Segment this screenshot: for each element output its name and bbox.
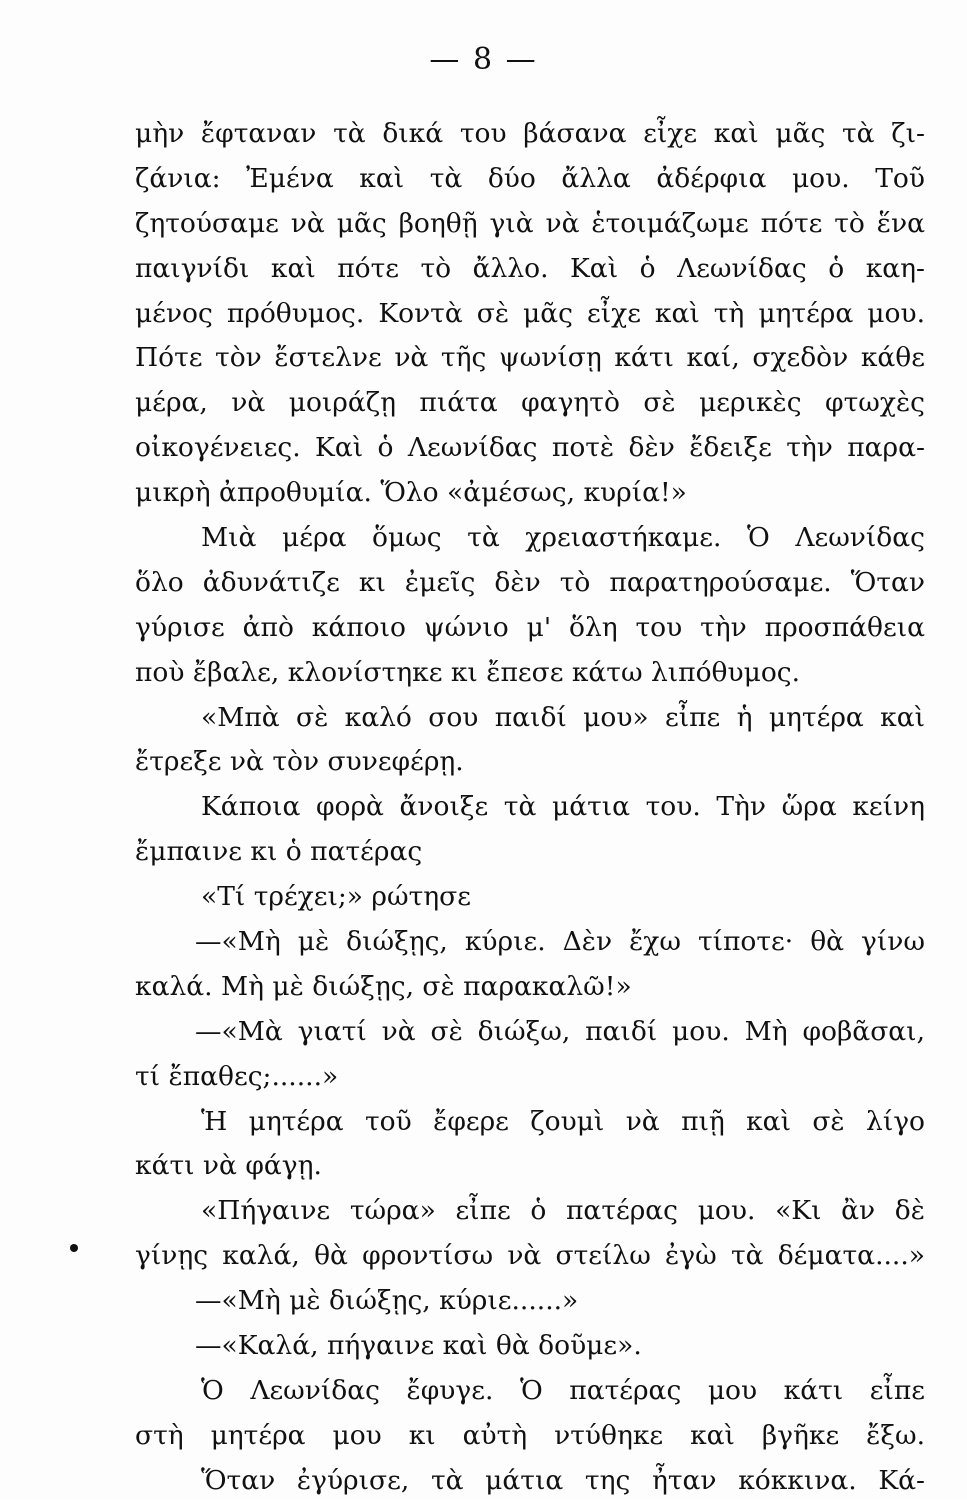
text-line: —«Καλά, πήγαινε καὶ θὰ δοῦμε». <box>195 1330 642 1362</box>
text-line: καλά. Μὴ μὲ διώξῃς, σὲ παρακαλῶ!» <box>135 970 632 1002</box>
margin-mark-dot <box>70 1244 78 1252</box>
page-number: — 8 — <box>429 42 538 77</box>
text-line: Ὁ Λεωνίδας ἔφυγε. Ὁ πατέρας μου κάτι εἶπε <box>201 1374 925 1406</box>
text-line: Πότε τὸν ἔστελνε νὰ τῆς ψωνίσῃ κάτι καί, σχεδὸν κάθε <box>135 342 925 374</box>
text-line: «Πήγαινε τώρα» εἶπε ὁ πατέρας μου. «Κι ἂν δὲ <box>201 1195 925 1227</box>
text-line: «Τί τρέχει;» ρώτησε <box>201 881 471 913</box>
text-line: οἰκογένειες. Καὶ ὁ Λεωνίδας ποτὲ δὲν ἔδειξε τὴν παρα- <box>135 432 925 464</box>
text-line: τί ἔπαθες;......» <box>135 1060 339 1092</box>
text-line: Ὅταν ἐγύρισε, τὰ μάτια της ἦταν κόκκινα. Κά- <box>201 1464 925 1496</box>
text-line: Ἡ μητέρα τοῦ ἔφερε ζουμὶ νὰ πιῇ καὶ σὲ λίγο <box>201 1105 925 1137</box>
text-line: ζητούσαμε νὰ μᾶς βοηθῇ γιὰ νὰ ἑτοιμάζωμε πότε τὸ ἕνα <box>135 207 925 239</box>
text-line: —«Μὴ μὲ διώξῃς, κύριε......» <box>195 1285 579 1317</box>
text-line: παιγνίδι καὶ πότε τὸ ἄλλο. Καὶ ὁ Λεωνίδας ὁ καη- <box>135 252 925 284</box>
text-line: «Μπὰ σὲ καλό σου παιδί μου» εἶπε ἡ μητέρα καὶ <box>201 701 925 733</box>
text-line: ζάνια: Ἐμένα καὶ τὰ δύο ἄλλα ἀδέρφια μου. Τοῦ <box>135 162 925 194</box>
text-line: Μιὰ μέρα ὅμως τὰ χρειαστήκαμε. Ὁ Λεωνίδας <box>201 522 925 554</box>
text-line: Κάποια φορὰ ἄνοιξε τὰ μάτια του. Τὴν ὥρα κείνη <box>201 791 925 823</box>
text-line: μὴν ἔφταναν τὰ δικά του βάσανα εἶχε καὶ μᾶς τὰ ζι- <box>135 118 925 149</box>
text-line: ποὺ ἔβαλε, κλονίστηκε κι ἔπεσε κάτω λιπόθυμος. <box>135 656 801 688</box>
text-line: γίνῃς καλά, θὰ φροντίσω νὰ στείλω ἐγὼ τὰ δέματα....» <box>135 1240 925 1272</box>
text-line: μέρα, νὰ μοιράζῃ πιάτα φαγητὸ σὲ μερικὲς φτωχὲς <box>135 387 925 419</box>
text-line: γύρισε ἀπὸ κάποιο ψώνιο μ' ὅλη του τὴν προσπάθεια <box>135 611 925 643</box>
body-text <box>135 112 925 1504</box>
text-line: —«Μὰ γιατί νὰ σὲ διώξω, παιδί μου. Μὴ φοβᾶσαι, <box>195 1015 925 1047</box>
text-line: ἔμπαινε κι ὁ πατέρας <box>135 836 423 868</box>
text-line: μικρὴ ἀπροθυμία. Ὅλο «ἀμέσως, κυρία!» <box>135 477 687 509</box>
text-line: —«Μὴ μὲ διώξῃς, κύριε. Δὲν ἔχω τίποτε· θὰ γίνω <box>195 926 925 958</box>
text-line: ἔτρεξε νὰ τὸν συνεφέρῃ. <box>135 746 464 778</box>
text-line: ὅλο ἀδυνάτιζε κι ἐμεῖς δὲν τὸ παρατηρούσαμε. Ὅταν <box>135 566 925 598</box>
text-line: κάτι νὰ φάγῃ. <box>135 1150 322 1182</box>
text-line: μένος πρόθυμος. Κοντὰ σὲ μᾶς εἶχε καὶ τὴ μητέρα μου. <box>135 297 925 329</box>
text-line: στὴ μητέρα μου κι αὐτὴ ντύθηκε καὶ βγῆκε ἔξω. <box>135 1419 925 1451</box>
